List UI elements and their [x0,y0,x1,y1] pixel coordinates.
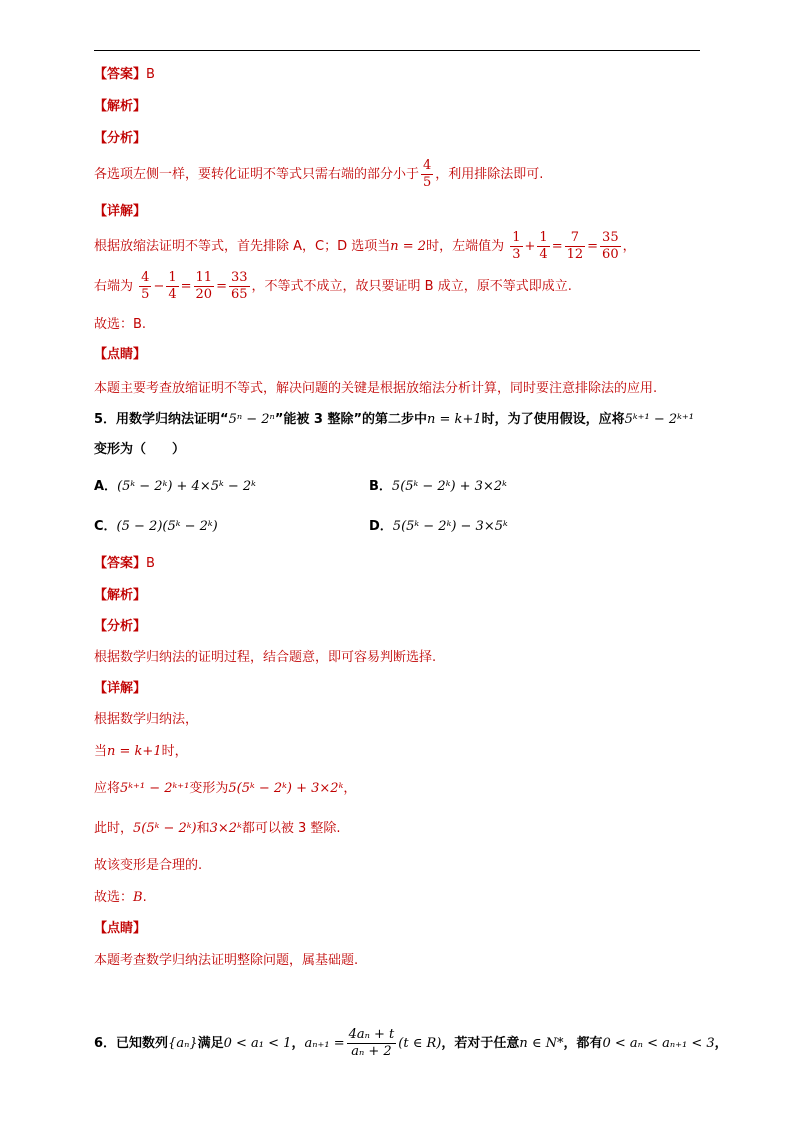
q4-fenxi-text: 各选项左侧一样，要转化证明不等式只需右端的部分小于 $\frac{4}{5}$ ，利用排除法即可. [94,158,544,190]
q5-analysis-label: 【解析】 [94,588,147,603]
q4-answer: 【答案】B [94,67,155,82]
fraction: $\frac{7}{12}$ [566,230,584,262]
fraction: $\frac{33}{65}$ [230,270,248,302]
q4-comment-text: 本题主要考查放缩证明不等式，解决问题的关键是根据放缩法分析计算，同时要注意排除法的应用. [94,381,658,396]
q4-choose: 故选：B. [94,317,147,332]
q5-option-d[interactable]: D．5(5ᵏ − 2ᵏ) − 3×5ᵏ [369,519,508,534]
q5-stem-line1: 5．用数学归纳法证明“5ⁿ − 2ⁿ”能被 3 整除”的第二步中n = k+1时，为了使用假设，应将5ᵏ⁺¹ − 2ᵏ⁺¹ [94,412,694,427]
q5-answer: 【答案】B [94,556,155,571]
q5-comment-text: 本题考查数学归纳法证明整除问题，属基础题. [94,953,359,968]
q5-fenxi-text: 根据数学归纳法的证明过程，结合题意，即可容易判断选择. [94,650,437,665]
fraction: $\frac{35}{60}$ [602,230,619,262]
q4-comment-label: 【点睛】 [94,347,147,362]
fraction: $\frac{11}{20}$ [195,270,213,302]
fraction: $\frac{4}{5}$ [141,270,150,302]
q5-option-a[interactable]: A．(5ᵏ − 2ᵏ) + 4×5ᵏ − 2ᵏ [94,479,256,494]
q4-detail-line2: 右端为 $\frac{4}{5}$ − $\frac{1}{4}$ = $\frac{11}{20}$ = $\frac{33}{65}$ ，不等式不成立，故只要证明 B 成立，原不等式即成立. [94,270,572,302]
q5-detail-2: 当n = k+1时， [94,744,188,759]
q5-fenxi-label: 【分析】 [94,619,147,634]
fraction: $\frac{1}{3}$ [512,230,521,262]
q5-detail-4: 此时，5(5ᵏ − 2ᵏ)和3×2ᵏ都可以被 3 整除. [94,821,341,836]
q5-detail-3: 应将5ᵏ⁺¹ − 2ᵏ⁺¹变形为5(5ᵏ − 2ᵏ) + 3×2ᵏ， [94,781,357,796]
q5-choose: 故选：B. [94,890,147,905]
q5-option-b[interactable]: B．5(5ᵏ − 2ᵏ) + 3×2ᵏ [369,479,507,494]
q5-option-c[interactable]: C．(5 − 2)(5ᵏ − 2ᵏ) [94,519,218,534]
q5-detail-5: 故该变形是合理的. [94,858,203,873]
fraction: $\frac{\text{4aₙ + t}}{\text{aₙ + 2}}$ [348,1027,395,1059]
q5-stem-line2: 变形为（ ） [94,442,186,457]
fraction: $\frac{1}{4}$ [539,230,548,262]
q4-fenxi-label: 【分析】 [94,131,147,146]
q5-detail-1: 根据数学归纳法， [94,712,199,727]
q5-detail-label: 【详解】 [94,681,147,696]
q6-stem: 6．已知数列{aₙ}满足0 < a₁ < 1，aₙ₊₁ = $\frac{\text{4aₙ + t}}{\text{aₙ + 2}}$ (t ∈ R)，若对于任意n ∈ N*，都有0 < aₙ < aₙ₊₁ < 3， [94,1027,728,1059]
fraction: $\frac{1}{4}$ [168,270,177,302]
q4-detail-line1: 根据放缩法证明不等式，首先排除 A，C；D 选项当n = 2时，左端值为 $\frac{1}{3}$ + $\frac{1}{4}$ = $\frac{7}{12}$ = $\frac{35}{60}$ ， [94,230,636,262]
fraction: $\frac{4}{5}$ [423,158,432,190]
header-rule [94,50,700,51]
q4-analysis-label: 【解析】 [94,99,147,114]
q4-detail-label: 【详解】 [94,204,147,219]
q5-comment-label: 【点睛】 [94,921,147,936]
